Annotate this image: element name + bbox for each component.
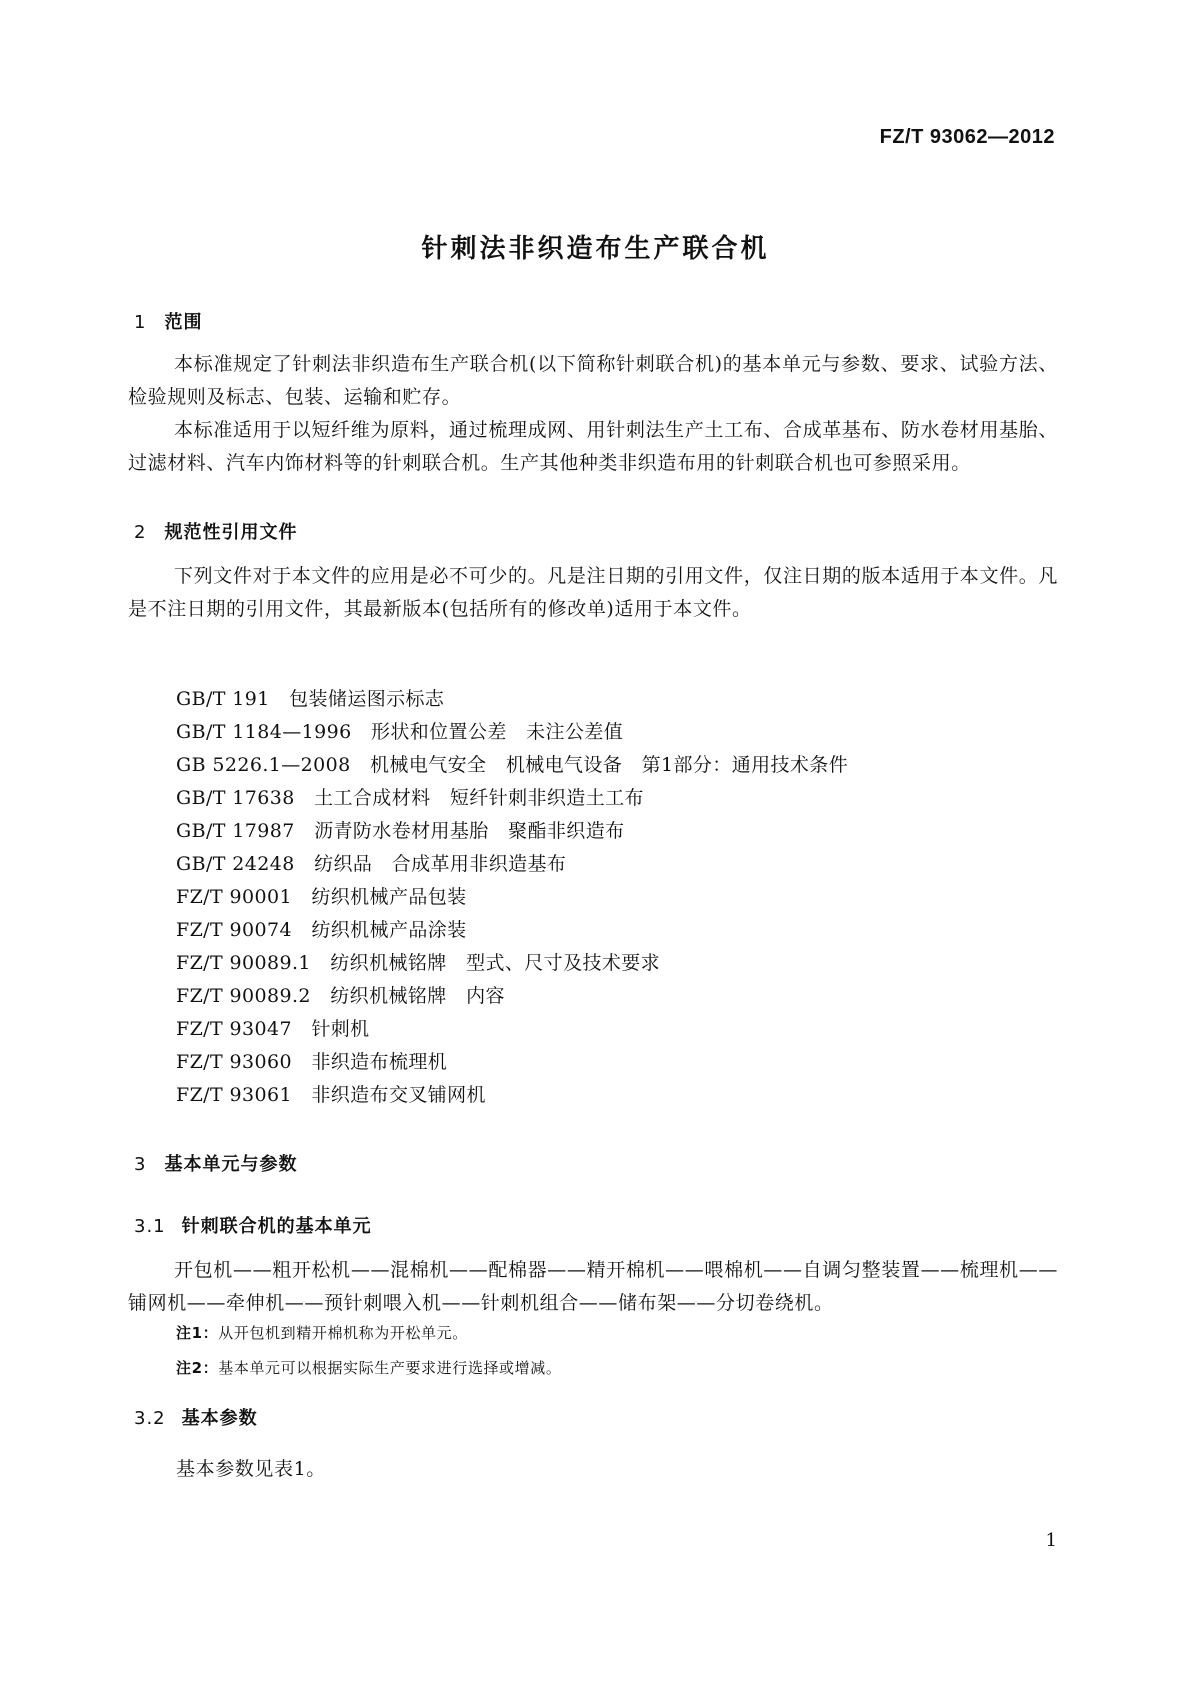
reference-item: FZ/T 90089.2 纺织机械铭牌 内容 xyxy=(176,985,505,1007)
reference-item: GB/T 17638 土工合成材料 短纤针刺非织造土工布 xyxy=(176,787,644,809)
note-label: 注1： xyxy=(176,1324,219,1342)
reference-item: GB/T 17987 沥青防水卷材用基胎 聚酯非织造布 xyxy=(176,820,625,842)
section-number: 3 xyxy=(134,1154,147,1175)
reference-item: FZ/T 93061 非织造布交叉铺网机 xyxy=(176,1084,486,1106)
subsection-title: 针刺联合机的基本单元 xyxy=(181,1216,372,1237)
note-1 xyxy=(176,1322,468,1343)
reference-item: FZ/T 90074 纺织机械产品涂装 xyxy=(176,919,467,941)
scope-paragraph-2: 本标准适用于以短纤维为原料，通过梳理成网、用针刺法生产土工布、合成革基布、防水卷材用基胎、过滤材料、汽车内饰材料等的针刺联合机。生产其他种类非织造布用的针刺联合机也可参照采用。 xyxy=(128,419,1058,474)
section-3-heading xyxy=(134,1150,297,1176)
reference-item: FZ/T 93047 针刺机 xyxy=(176,1018,370,1040)
reference-item: GB/T 1184—1996 形状和位置公差 未注公差值 xyxy=(176,721,624,743)
section-title: 规范性引用文件 xyxy=(164,522,298,543)
reference-item: FZ/T 93060 非织造布梳理机 xyxy=(176,1051,448,1073)
section-1-heading xyxy=(134,308,202,334)
basic-units-paragraph: 开包机——粗开松机——混棉机——配棉器——精开棉机——喂棉机——自调匀整装置——梳理机——铺网机——牵伸机——预针刺喂入机——针刺机组合——储布架——分切卷绕机。 xyxy=(128,1259,1058,1314)
note-label: 注2： xyxy=(176,1359,219,1377)
reference-list xyxy=(176,683,848,1112)
subsection-title: 基本参数 xyxy=(181,1408,258,1429)
reference-item: GB/T 24248 纺织品 合成革用非织造基布 xyxy=(176,853,567,875)
subsection-number: 3.2 xyxy=(134,1408,166,1429)
subsection-number: 3.1 xyxy=(134,1216,166,1237)
section-number: 1 xyxy=(134,312,147,333)
reference-item: GB/T 191 包装储运图示标志 xyxy=(176,688,445,710)
subsection-3-2-heading xyxy=(134,1404,258,1430)
section-number: 2 xyxy=(134,522,147,543)
document-title: 针刺法非织造布生产联合机 xyxy=(421,234,770,264)
references-intro: 下列文件对于本文件的应用是必不可少的。凡是注日期的引用文件，仅注日期的版本适用于本文件。凡是不注日期的引用文件，其最新版本(包括所有的修改单)适用于本文件。 xyxy=(128,565,1058,620)
document-code: FZ/T 93062—2012 xyxy=(879,126,1055,148)
reference-item: GB 5226.1—2008 机械电气安全 机械电气设备 第1部分：通用技术条件 xyxy=(176,754,849,776)
note-text: 基本单元可以根据实际生产要求进行选择或增减。 xyxy=(218,1359,562,1377)
scope-paragraph-1: 本标准规定了针刺法非织造布生产联合机(以下简称针刺联合机)的基本单元与参数、要求、试验方法、检验规则及标志、包装、运输和贮存。 xyxy=(128,353,1058,408)
section-2-heading xyxy=(134,518,297,544)
note-2 xyxy=(176,1357,561,1378)
section-title: 范围 xyxy=(164,312,203,333)
reference-item: FZ/T 90001 纺织机械产品包装 xyxy=(176,886,467,908)
basic-parameters-text: 基本参数见表1。 xyxy=(176,1458,326,1480)
section-title: 基本单元与参数 xyxy=(164,1154,298,1175)
subsection-3-1-heading xyxy=(134,1212,372,1238)
reference-item: FZ/T 90089.1 纺织机械铭牌 型式、尺寸及技术要求 xyxy=(176,952,661,974)
page-number: 1 xyxy=(1045,1530,1057,1551)
note-text: 从开包机到精开棉机称为开松单元。 xyxy=(218,1324,468,1342)
